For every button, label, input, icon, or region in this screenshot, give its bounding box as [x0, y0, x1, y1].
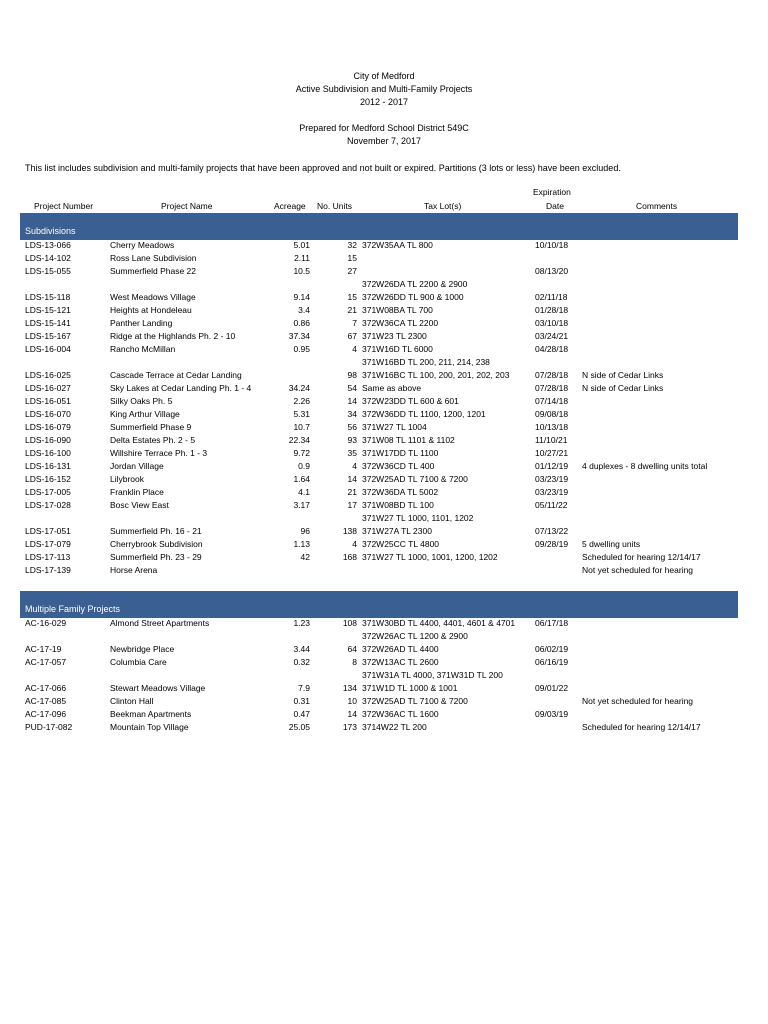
header-prepared-for: Prepared for Medford School District 549C — [299, 123, 469, 133]
col-units: No. Units — [317, 201, 352, 211]
cell-units: 4 — [352, 461, 357, 471]
cell-project-number: LDS-17-051 — [25, 526, 71, 536]
cell-expiration-date: 01/12/19 — [535, 461, 569, 471]
cell-expiration-date: 11/10/21 — [535, 435, 568, 445]
table-row — [0, 499, 768, 512]
cell-comments: Scheduled for hearing 12/14/17 — [582, 722, 701, 732]
cell-tax-lots: Same as above — [362, 383, 422, 393]
cell-project-number: LDS-15-167 — [25, 331, 71, 341]
cell-expiration-date: 10/10/18 — [535, 240, 569, 250]
cell-project-name: Clinton Hall — [110, 696, 154, 706]
cell-expiration-date: 09/28/19 — [535, 539, 569, 549]
table-row — [0, 447, 768, 460]
cell-project-name: Heights at Hondeleau — [110, 305, 192, 315]
cell-units: 4 — [352, 539, 357, 549]
cell-units: 14 — [347, 474, 357, 484]
table-row — [0, 473, 768, 486]
cell-project-name: Lilybrook — [110, 474, 145, 484]
table-row — [0, 643, 768, 656]
cell-acreage: 1.64 — [293, 474, 310, 484]
column-headers — [0, 186, 768, 214]
cell-expiration-date: 07/28/18 — [535, 370, 569, 380]
cell-project-number: LDS-15-121 — [25, 305, 71, 315]
cell-project-name: West Meadows Village — [110, 292, 196, 302]
cell-units: 15 — [347, 292, 357, 302]
cell-acreage: 1.13 — [293, 539, 310, 549]
col-acreage: Acreage — [274, 201, 306, 211]
cell-project-name: Mountain Top Village — [110, 722, 189, 732]
cell-units: 4 — [352, 344, 357, 354]
cell-project-name: Sky Lakes at Cedar Landing Ph. 1 - 4 — [110, 383, 252, 393]
col-comments: Comments — [636, 201, 678, 211]
cell-units: 98 — [347, 370, 357, 380]
col-project-name: Project Name — [161, 201, 213, 211]
table-row — [0, 525, 768, 538]
cell-tax-lots: 372W13AC TL 2600 — [362, 657, 439, 667]
cell-tax-lots: 372W26AC TL 1200 & 2900 — [362, 631, 468, 641]
cell-units: 27 — [347, 266, 357, 276]
cell-acreage: 34.24 — [288, 383, 310, 393]
cell-project-number: LDS-16-051 — [25, 396, 71, 406]
header-date: November 7, 2017 — [346, 136, 422, 146]
section-band-subdivisions — [20, 213, 738, 240]
cell-project-number: LDS-16-100 — [25, 448, 71, 458]
col-expiration-bottom: Date — [546, 201, 564, 211]
cell-units: 10 — [347, 696, 357, 706]
cell-project-name: Cherrybrook Subdivision — [110, 539, 203, 549]
cell-project-name: Summerfield Phase 22 — [110, 266, 196, 276]
cell-expiration-date: 03/10/18 — [535, 318, 569, 328]
table-row — [0, 421, 768, 434]
subdivisions-table — [0, 239, 768, 577]
cell-project-number: AC-17-19 — [25, 644, 62, 654]
cell-units: 32 — [347, 240, 357, 250]
cell-project-number: LDS-16-004 — [25, 344, 71, 354]
cell-expiration-date: 07/13/22 — [535, 526, 569, 536]
table-row — [0, 656, 768, 669]
cell-project-number: LDS-16-131 — [25, 461, 71, 471]
cell-comments: N side of Cedar Links — [582, 370, 664, 380]
table-row — [0, 317, 768, 330]
cell-units: 56 — [347, 422, 357, 432]
cell-project-number: AC-17-057 — [25, 657, 67, 667]
cell-comments: Scheduled for hearing 12/14/17 — [582, 552, 701, 562]
table-row — [0, 617, 768, 630]
table-row — [0, 630, 768, 643]
cell-tax-lots: 371W30BD TL 4400, 4401, 4601 & 4701 — [362, 618, 516, 628]
cell-project-number: LDS-17-079 — [25, 539, 71, 549]
cell-units: 134 — [342, 683, 357, 693]
table-row — [0, 512, 768, 525]
cell-project-name: Bosc View East — [110, 500, 169, 510]
cell-units: 93 — [347, 435, 357, 445]
table-row — [0, 564, 768, 577]
cell-project-number: LDS-17-028 — [25, 500, 71, 510]
cell-tax-lots: 3714W22 TL 200 — [362, 722, 427, 732]
cell-acreage: 10.5 — [293, 266, 310, 276]
cell-acreage: 0.95 — [293, 344, 310, 354]
table-row — [0, 369, 768, 382]
header-city: City of Medford — [353, 71, 415, 81]
cell-expiration-date: 09/01/22 — [535, 683, 569, 693]
cell-tax-lots: 372W35AA TL 800 — [362, 240, 433, 250]
cell-project-name: Almond Street Apartments — [110, 618, 210, 628]
cell-tax-lots: 371W1D TL 1000 & 1001 — [362, 683, 458, 693]
table-row — [0, 330, 768, 343]
cell-project-name: Delta Estates Ph. 2 - 5 — [110, 435, 196, 445]
cell-units: 64 — [347, 644, 357, 654]
cell-acreage: 5.01 — [293, 240, 310, 250]
cell-units: 138 — [342, 526, 357, 536]
cell-acreage: 0.86 — [293, 318, 310, 328]
cell-tax-lots: 371W16D TL 6000 — [362, 344, 433, 354]
cell-expiration-date: 02/11/18 — [535, 292, 568, 302]
cell-acreage: 37.34 — [288, 331, 310, 341]
cell-expiration-date: 06/02/19 — [535, 644, 569, 654]
cell-project-name: Cherry Meadows — [110, 240, 175, 250]
cell-tax-lots: 372W26AD TL 4400 — [362, 644, 439, 654]
cell-comments: 5 dwelling units — [582, 539, 641, 549]
cell-acreage: 0.32 — [293, 657, 310, 667]
cell-acreage: 96 — [300, 526, 310, 536]
cell-project-number: LDS-17-139 — [25, 565, 71, 575]
cell-units: 35 — [347, 448, 357, 458]
cell-units: 14 — [347, 396, 357, 406]
table-row — [0, 408, 768, 421]
cell-acreage: 10.7 — [293, 422, 310, 432]
cell-units: 8 — [352, 657, 357, 667]
cell-tax-lots: 371W27 TL 1000, 1001, 1200, 1202 — [362, 552, 498, 562]
cell-expiration-date: 09/08/18 — [535, 409, 569, 419]
cell-acreage: 3.4 — [298, 305, 310, 315]
cell-acreage: 3.17 — [293, 500, 310, 510]
cell-expiration-date: 05/11/22 — [535, 500, 568, 510]
col-tax-lots: Tax Lot(s) — [424, 201, 462, 211]
section-title: Subdivisions — [25, 226, 76, 236]
cell-tax-lots: 372W26DA TL 2200 & 2900 — [362, 279, 468, 289]
cell-tax-lots: 371W17DD TL 1100 — [362, 448, 439, 458]
cell-tax-lots: 371W27 TL 1000, 1101, 1202 — [362, 513, 474, 523]
cell-units: 173 — [342, 722, 357, 732]
cell-project-name: Ross Lane Subdivision — [110, 253, 197, 263]
cell-project-name: Summerfield Ph. 16 - 21 — [110, 526, 202, 536]
cell-acreage: 22.34 — [288, 435, 310, 445]
cell-project-name: Horse Arena — [110, 565, 158, 575]
cell-project-name: Stewart Meadows Village — [110, 683, 206, 693]
cell-project-name: Jordan Village — [110, 461, 164, 471]
cell-expiration-date: 03/23/19 — [535, 487, 569, 497]
cell-project-name: Franklin Place — [110, 487, 164, 497]
cell-project-name: Beekman Apartments — [110, 709, 192, 719]
header-title: Active Subdivision and Multi-Family Projects — [295, 84, 473, 94]
cell-units: 54 — [347, 383, 357, 393]
cell-project-number: LDS-15-055 — [25, 266, 71, 276]
cell-acreage: 7.9 — [298, 683, 310, 693]
cell-tax-lots: 371W08BA TL 700 — [362, 305, 433, 315]
cell-project-name: Silky Oaks Ph. 5 — [110, 396, 173, 406]
table-row — [0, 460, 768, 473]
cell-project-number: AC-17-096 — [25, 709, 67, 719]
cell-project-name: Ridge at the Highlands Ph. 2 - 10 — [110, 331, 236, 341]
cell-project-number: LDS-16-079 — [25, 422, 71, 432]
cell-tax-lots: 372W36DD TL 1100, 1200, 1201 — [362, 409, 486, 419]
table-row — [0, 265, 768, 278]
cell-tax-lots: 372W26DD TL 900 & 1000 — [362, 292, 464, 302]
cell-acreage: 2.11 — [294, 253, 310, 263]
cell-units: 34 — [347, 409, 357, 419]
table-row — [0, 395, 768, 408]
cell-tax-lots: 371W08BD TL 100 — [362, 500, 434, 510]
cell-tax-lots: 372W36CD TL 400 — [362, 461, 435, 471]
cell-tax-lots: 371W16BC TL 100, 200, 201, 202, 203 — [362, 370, 510, 380]
table-row — [0, 486, 768, 499]
table-row — [0, 682, 768, 695]
table-row — [0, 721, 768, 734]
cell-project-number: LDS-16-152 — [25, 474, 71, 484]
cell-units: 17 — [347, 500, 357, 510]
cell-expiration-date: 08/13/20 — [535, 266, 569, 276]
table-row — [0, 551, 768, 564]
cell-project-number: LDS-16-070 — [25, 409, 71, 419]
cell-tax-lots: 372W36AC TL 1600 — [362, 709, 439, 719]
table-row — [0, 669, 768, 682]
cell-acreage: 3.44 — [293, 644, 310, 654]
cell-units: 67 — [347, 331, 357, 341]
cell-units: 168 — [342, 552, 357, 562]
cell-expiration-date: 01/28/18 — [535, 305, 569, 315]
cell-expiration-date: 06/17/18 — [535, 618, 569, 628]
cell-units: 21 — [347, 305, 357, 315]
cell-tax-lots: 372W36DA TL 5002 — [362, 487, 439, 497]
table-row — [0, 538, 768, 551]
cell-units: 108 — [342, 618, 357, 628]
cell-units: 14 — [347, 709, 357, 719]
cell-acreage: 2.26 — [293, 396, 310, 406]
cell-comments: Not yet scheduled for hearing — [582, 696, 694, 706]
cell-tax-lots: 371W27 TL 1004 — [362, 422, 427, 432]
cell-acreage: 9.72 — [293, 448, 310, 458]
cell-acreage: 42 — [300, 552, 310, 562]
cell-project-number: LDS-13-066 — [25, 240, 71, 250]
cell-expiration-date: 07/28/18 — [535, 383, 569, 393]
table-row — [0, 434, 768, 447]
cell-acreage: 1.23 — [293, 618, 310, 628]
cell-expiration-date: 04/28/18 — [535, 344, 569, 354]
cell-project-name: Columbia Care — [110, 657, 167, 667]
col-expiration-top: Expiration — [533, 187, 571, 197]
cell-project-number: PUD-17-082 — [25, 722, 73, 732]
cell-project-name: Cascade Terrace at Cedar Landing — [110, 370, 242, 380]
multifamily-table — [0, 617, 768, 734]
cell-project-number: LDS-16-027 — [25, 383, 71, 393]
table-row — [0, 343, 768, 356]
cell-tax-lots: 371W08 TL 1101 & 1102 — [362, 435, 455, 445]
cell-tax-lots: 371W23 TL 2300 — [362, 331, 427, 341]
col-project-number: Project Number — [34, 201, 94, 211]
cell-project-number: LDS-17-113 — [25, 552, 71, 562]
table-row — [0, 304, 768, 317]
cell-comments: N side of Cedar Links — [582, 383, 664, 393]
cell-acreage: 0.47 — [293, 709, 310, 719]
cell-project-number: LDS-16-025 — [25, 370, 71, 380]
cell-project-name: Willshire Terrace Ph. 1 - 3 — [110, 448, 208, 458]
table-row — [0, 278, 768, 291]
cell-project-number: AC-17-066 — [25, 683, 67, 693]
table-row — [0, 382, 768, 395]
cell-expiration-date: 06/16/19 — [535, 657, 569, 667]
cell-acreage: 4.1 — [298, 487, 310, 497]
cell-acreage: 0.31 — [293, 696, 310, 706]
cell-expiration-date: 09/03/19 — [535, 709, 569, 719]
cell-project-number: AC-17-085 — [25, 696, 67, 706]
cell-acreage: 5.31 — [293, 409, 310, 419]
cell-tax-lots: 372W25AD TL 7100 & 7200 — [362, 474, 468, 484]
cell-project-number: LDS-16-090 — [25, 435, 71, 445]
cell-project-number: LDS-17-005 — [25, 487, 71, 497]
cell-tax-lots: 371W27A TL 2300 — [362, 526, 432, 536]
cell-tax-lots: 372W23DD TL 600 & 601 — [362, 396, 459, 406]
cell-project-name: Summerfield Phase 9 — [110, 422, 192, 432]
table-row — [0, 239, 768, 252]
cell-project-name: Panther Landing — [110, 318, 173, 328]
cell-comments: 4 duplexes - 8 dwelling units total — [582, 461, 708, 471]
cell-project-name: Newbridge Place — [110, 644, 175, 654]
cell-project-name: King Arthur Village — [110, 409, 180, 419]
cell-project-number: AC-16-029 — [25, 618, 67, 628]
header-years: 2012 - 2017 — [359, 97, 409, 107]
cell-project-name: Rancho McMillan — [110, 344, 176, 354]
section-band-multifamily — [20, 591, 738, 618]
cell-units: 21 — [347, 487, 357, 497]
cell-project-number: LDS-14-102 — [25, 253, 71, 263]
intro-text: This list includes subdivision and multi-family projects that have been approved and not built or expired. Partitions (3 lots or less) have been excluded. — [25, 163, 621, 173]
cell-tax-lots: 372W25CC TL 4800 — [362, 539, 440, 549]
table-row — [0, 356, 768, 369]
cell-expiration-date: 10/13/18 — [535, 422, 569, 432]
cell-tax-lots: 371W31A TL 4000, 371W31D TL 200 — [362, 670, 503, 680]
table-row — [0, 252, 768, 265]
cell-expiration-date: 10/27/21 — [535, 448, 569, 458]
cell-project-name: Summerfield Ph. 23 - 29 — [110, 552, 202, 562]
cell-tax-lots: 372W25AD TL 7100 & 7200 — [362, 696, 468, 706]
cell-project-number: LDS-15-118 — [25, 292, 71, 302]
cell-expiration-date: 03/23/19 — [535, 474, 569, 484]
cell-acreage: 9.14 — [293, 292, 310, 302]
cell-units: 15 — [347, 253, 357, 263]
cell-project-number: LDS-15-141 — [25, 318, 71, 328]
cell-expiration-date: 03/24/21 — [535, 331, 569, 341]
cell-comments: Not yet scheduled for hearing — [582, 565, 694, 575]
document-header — [0, 70, 768, 148]
cell-acreage: 25.05 — [288, 722, 310, 732]
table-row — [0, 695, 768, 708]
cell-tax-lots: 372W36CA TL 2200 — [362, 318, 439, 328]
cell-tax-lots: 371W16BD TL 200, 211, 214, 238 — [362, 357, 490, 367]
section-title: Multiple Family Projects — [25, 604, 121, 614]
cell-acreage: 0.9 — [298, 461, 310, 471]
cell-expiration-date: 07/14/18 — [535, 396, 569, 406]
table-row — [0, 291, 768, 304]
cell-units: 7 — [352, 318, 357, 328]
table-row — [0, 708, 768, 721]
